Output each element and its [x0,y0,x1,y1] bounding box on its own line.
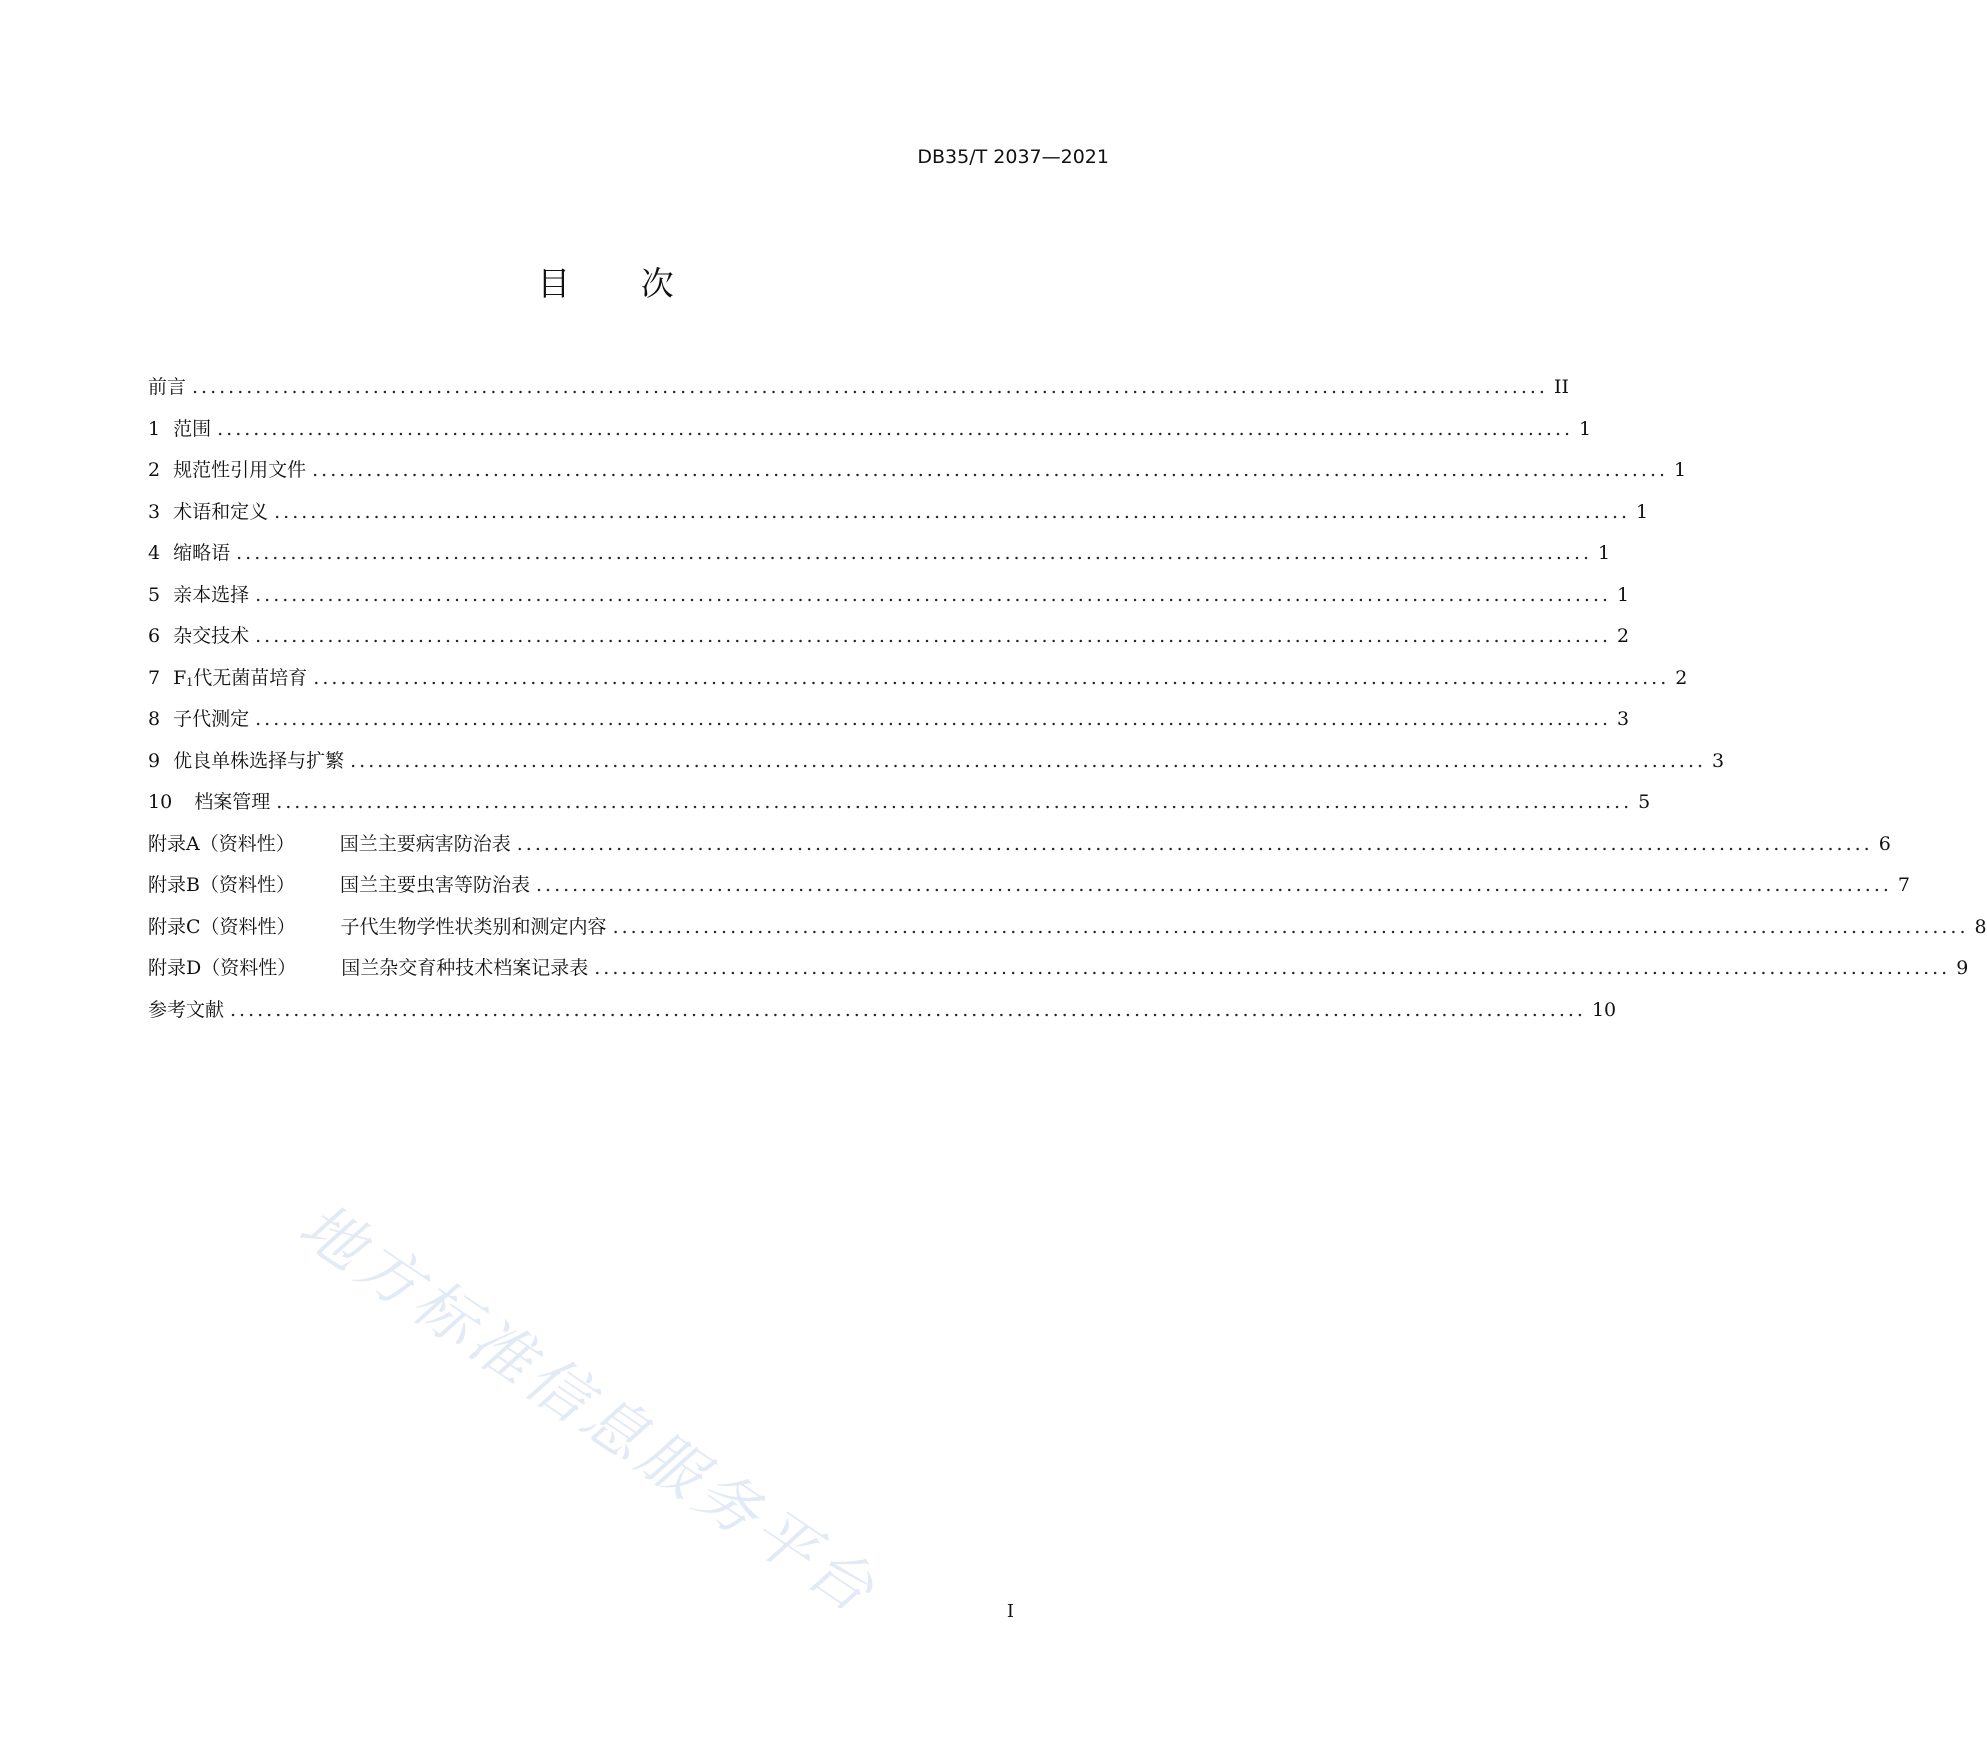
toc-number: 1 [148,417,161,440]
toc-item-7[interactable] [148,663,1688,705]
toc-page-number: 9 [1956,957,1969,979]
toc-label: 国兰主要虫害等防治表 [339,874,530,896]
toc-item-10[interactable] [148,787,1651,829]
toc-item-appendix-a[interactable] [148,829,1891,871]
toc-label: 子代生物学性状类别和测定内容 [340,915,607,938]
toc-number: 7 [148,666,161,689]
toc-item-appendix-b[interactable] [148,870,1911,912]
toc-item-2[interactable] [148,455,1687,497]
toc-item-references[interactable] [148,995,1617,1037]
toc-item-appendix-c[interactable] [148,912,1987,954]
toc-label: 规范性引用文件 [173,459,307,481]
toc-item-8[interactable] [148,704,1630,746]
toc-label: 前言 [148,376,187,398]
toc-number: 5 [148,583,161,606]
toc-item-6[interactable] [148,621,1630,663]
toc-item-5[interactable] [148,580,1630,622]
toc-item-foreword[interactable] [148,372,1569,414]
toc-leader-dots: ...................................................................................................................................................... [276,791,1633,813]
toc-page-number: 7 [1897,874,1911,896]
toc-appendix-number: 附录C（资料性） [148,915,296,938]
toc-page-number: 1 [1579,417,1592,440]
toc-number: 10 [148,791,173,813]
toc-label [173,663,307,690]
toc-label-subscript: 1 [186,675,194,689]
toc-label: 范围 [173,417,212,440]
toc-leader-dots: ...................................................................................................................................................... [274,500,1631,523]
toc-item-1[interactable] [148,414,1592,456]
toc-number: 6 [148,625,161,647]
standard-code: DB35/T 2037—2021 [917,146,1109,168]
toc-number: 4 [148,542,161,564]
toc-page-number: 2 [1617,625,1630,647]
toc-label: 国兰主要病害防治表 [339,832,511,855]
toc-page-number: 6 [1878,832,1891,855]
toc-page-number: 3 [1617,708,1630,730]
toc-number: 9 [148,749,161,772]
toc-label: 国兰杂交育种技术档案记录表 [341,957,589,979]
toc-appendix-number: 附录D（资料性） [148,957,297,979]
toc-label: 亲本选择 [173,583,250,606]
toc-label: 缩略语 [173,542,231,564]
toc-number: 3 [148,500,161,523]
watermark: 地方标准信息服务平台 [286,1188,892,1630]
toc-leader-dots: ...................................................................................................................................................... [255,625,1612,647]
toc-leader-dots: ...................................................................................................................................................... [312,459,1669,481]
toc-item-3[interactable] [148,497,1649,539]
toc-leader-dots: ...................................................................................................................................................... [612,915,1969,938]
toc-number: 2 [148,459,161,481]
toc-leader-dots: ...................................................................................................................................................... [192,376,1548,398]
toc-label: 子代测定 [173,708,250,730]
toc-page-number: 5 [1638,791,1651,813]
toc-page-number: 1 [1674,459,1687,481]
toc-leader-dots: ...................................................................................................................................................... [217,417,1574,440]
toc-leader-dots: ...................................................................................................................................................... [255,583,1612,606]
toc-leader-dots: ...................................................................................................................................................... [230,998,1586,1021]
toc-leader-dots: ...................................................................................................................................................... [516,832,1873,855]
toc-label: 档案管理 [194,791,271,813]
toc-leader-dots: ...................................................................................................................................................... [350,749,1707,772]
toc-page-number: 3 [1712,749,1725,772]
table-of-contents [148,372,1987,1036]
toc-page-number: II [1553,376,1569,398]
toc-label-text: 代无菌苗培育 [193,666,308,689]
toc-item-9[interactable] [148,746,1725,788]
toc-number: 8 [148,708,161,730]
page-title: 目 次 [537,264,704,303]
toc-label: 杂交技术 [173,625,250,647]
toc-leader-dots: ...................................................................................................................................................... [313,666,1670,689]
toc-label: 优良单株选择与扩繁 [173,749,345,772]
toc-label-prefix: F [173,666,187,689]
toc-leader-dots: ...................................................................................................................................................... [255,708,1612,730]
toc-page-number: 1 [1617,583,1630,606]
toc-page-number: 1 [1598,542,1611,564]
page-number: I [1006,1601,1014,1622]
toc-appendix-number: 附录A（资料性） [148,832,295,855]
toc-label: 术语和定义 [173,500,269,523]
toc-leader-dots: ...................................................................................................................................................... [535,874,1892,896]
toc-appendix-number: 附录B（资料性） [148,874,295,896]
toc-page-number: 1 [1636,500,1649,523]
toc-item-4[interactable] [148,538,1611,580]
toc-page-number: 8 [1974,915,1987,938]
toc-leader-dots: ...................................................................................................................................................... [236,542,1593,564]
toc-page-number: 10 [1591,998,1617,1021]
toc-leader-dots: ...................................................................................................................................................... [594,957,1951,979]
toc-page-number: 2 [1675,666,1688,689]
toc-item-appendix-d[interactable] [148,953,1969,995]
toc-label: 参考文献 [148,998,225,1021]
